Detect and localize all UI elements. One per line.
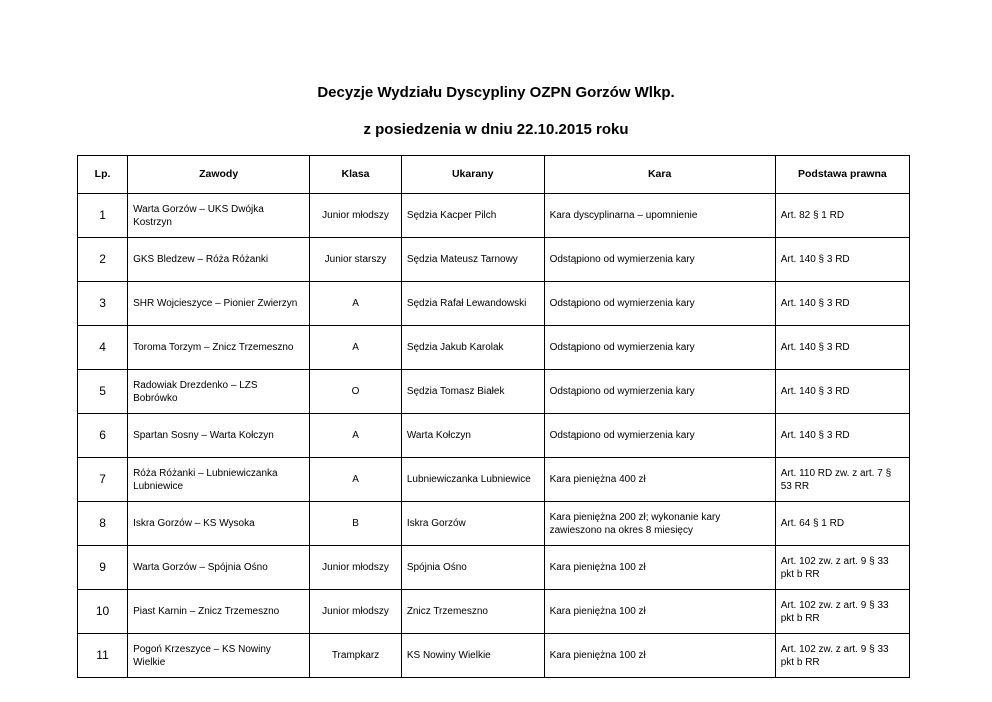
table-header-row [78,156,910,194]
cell-lp: 11 [78,634,128,678]
cell-kara: Kara pieniężna 100 zł [544,634,775,678]
cell-lp: 6 [78,414,128,458]
cell-lp: 9 [78,546,128,590]
cell-lp: 1 [78,194,128,238]
cell-klasa: Junior starszy [310,238,402,282]
cell-lp: 4 [78,326,128,370]
cell-podstawa: Art. 140 § 3 RD [775,238,909,282]
cell-ukarany: Spójnia Ośno [401,546,544,590]
cell-klasa: A [310,282,402,326]
cell-zawody: Radowiak Drezdenko – LZS Bobrówko [128,370,310,414]
table-row [78,634,910,678]
cell-podstawa: Art. 140 § 3 RD [775,370,909,414]
header-kara: Kara [544,156,775,194]
table-row [78,414,910,458]
cell-kara: Odstąpiono od wymierzenia kary [544,282,775,326]
table-row [78,370,910,414]
cell-podstawa: Art. 102 zw. z art. 9 § 33 pkt b RR [775,546,909,590]
cell-ukarany: Iskra Gorzów [401,502,544,546]
cell-zawody: SHR Wojcieszyce – Pionier Zwierzyn [128,282,310,326]
cell-ukarany: Sędzia Kacper Pilch [401,194,544,238]
cell-podstawa: Art. 102 zw. z art. 9 § 33 pkt b RR [775,634,909,678]
cell-ukarany: Sędzia Jakub Karolak [401,326,544,370]
cell-podstawa: Art. 64 § 1 RD [775,502,909,546]
cell-zawody: Róża Różanki – Lubniewiczanka Lubniewice [128,458,310,502]
cell-zawody: Warta Gorzów – Spójnia Ośno [128,546,310,590]
cell-ukarany: Warta Kołczyn [401,414,544,458]
cell-zawody: Spartan Sosny – Warta Kołczyn [128,414,310,458]
cell-ukarany: Lubniewiczanka Lubniewice [401,458,544,502]
header-lp: Lp. [78,156,128,194]
cell-zawody: Pogoń Krzeszyce – KS Nowiny Wielkie [128,634,310,678]
table-row [78,458,910,502]
cell-zawody: Warta Gorzów – UKS Dwójka Kostrzyn [128,194,310,238]
cell-klasa: Trampkarz [310,634,402,678]
cell-podstawa: Art. 140 § 3 RD [775,326,909,370]
table-row [78,238,910,282]
header-ukarany: Ukarany [401,156,544,194]
document-subtitle: z posiedzenia w dniu 22.10.2015 roku [363,121,629,138]
cell-kara: Kara pieniężna 100 zł [544,590,775,634]
cell-klasa: Junior młodszy [310,194,402,238]
cell-ukarany: Sędzia Mateusz Tarnowy [401,238,544,282]
cell-lp: 3 [78,282,128,326]
header-zawody: Zawody [128,156,310,194]
cell-ukarany: Sędzia Tomasz Białek [401,370,544,414]
decisions-table [77,155,910,678]
cell-klasa: Junior młodszy [310,546,402,590]
cell-ukarany: KS Nowiny Wielkie [401,634,544,678]
cell-lp: 7 [78,458,128,502]
cell-kara: Odstąpiono od wymierzenia kary [544,326,775,370]
document-title: Decyzje Wydziału Dyscypliny OZPN Gorzów Wlkp. [317,84,675,101]
cell-kara: Kara pieniężna 100 zł [544,546,775,590]
table-row [78,546,910,590]
cell-klasa: Junior młodszy [310,590,402,634]
cell-zawody: Piast Karnin – Znicz Trzemeszno [128,590,310,634]
cell-lp: 2 [78,238,128,282]
cell-lp: 10 [78,590,128,634]
cell-kara: Kara pieniężna 400 zł [544,458,775,502]
cell-ukarany: Sędzia Rafał Lewandowski [401,282,544,326]
cell-kara: Kara pieniężna 200 zł; wykonanie kary zawieszono na okres 8 miesięcy [544,502,775,546]
cell-podstawa: Art. 140 § 3 RD [775,414,909,458]
table-row [78,282,910,326]
cell-kara: Odstąpiono od wymierzenia kary [544,370,775,414]
cell-kara: Odstąpiono od wymierzenia kary [544,238,775,282]
cell-kara: Kara dyscyplinarna – upomnienie [544,194,775,238]
cell-klasa: A [310,458,402,502]
cell-zawody: Iskra Gorzów – KS Wysoka [128,502,310,546]
cell-klasa: A [310,414,402,458]
table-row [78,590,910,634]
table-row [78,502,910,546]
cell-kara: Odstąpiono od wymierzenia kary [544,414,775,458]
cell-podstawa: Art. 102 zw. z art. 9 § 33 pkt b RR [775,590,909,634]
cell-podstawa: Art. 110 RD zw. z art. 7 § 53 RR [775,458,909,502]
cell-lp: 5 [78,370,128,414]
cell-zawody: GKS Bledzew – Róża Różanki [128,238,310,282]
header-podstawa: Podstawa prawna [775,156,909,194]
cell-podstawa: Art. 140 § 3 RD [775,282,909,326]
cell-lp: 8 [78,502,128,546]
cell-podstawa: Art. 82 § 1 RD [775,194,909,238]
cell-klasa: B [310,502,402,546]
cell-klasa: O [310,370,402,414]
cell-zawody: Toroma Torzym – Znicz Trzemeszno [128,326,310,370]
cell-ukarany: Znicz Trzemeszno [401,590,544,634]
cell-klasa: A [310,326,402,370]
table-row [78,326,910,370]
header-klasa: Klasa [310,156,402,194]
table-row [78,194,910,238]
